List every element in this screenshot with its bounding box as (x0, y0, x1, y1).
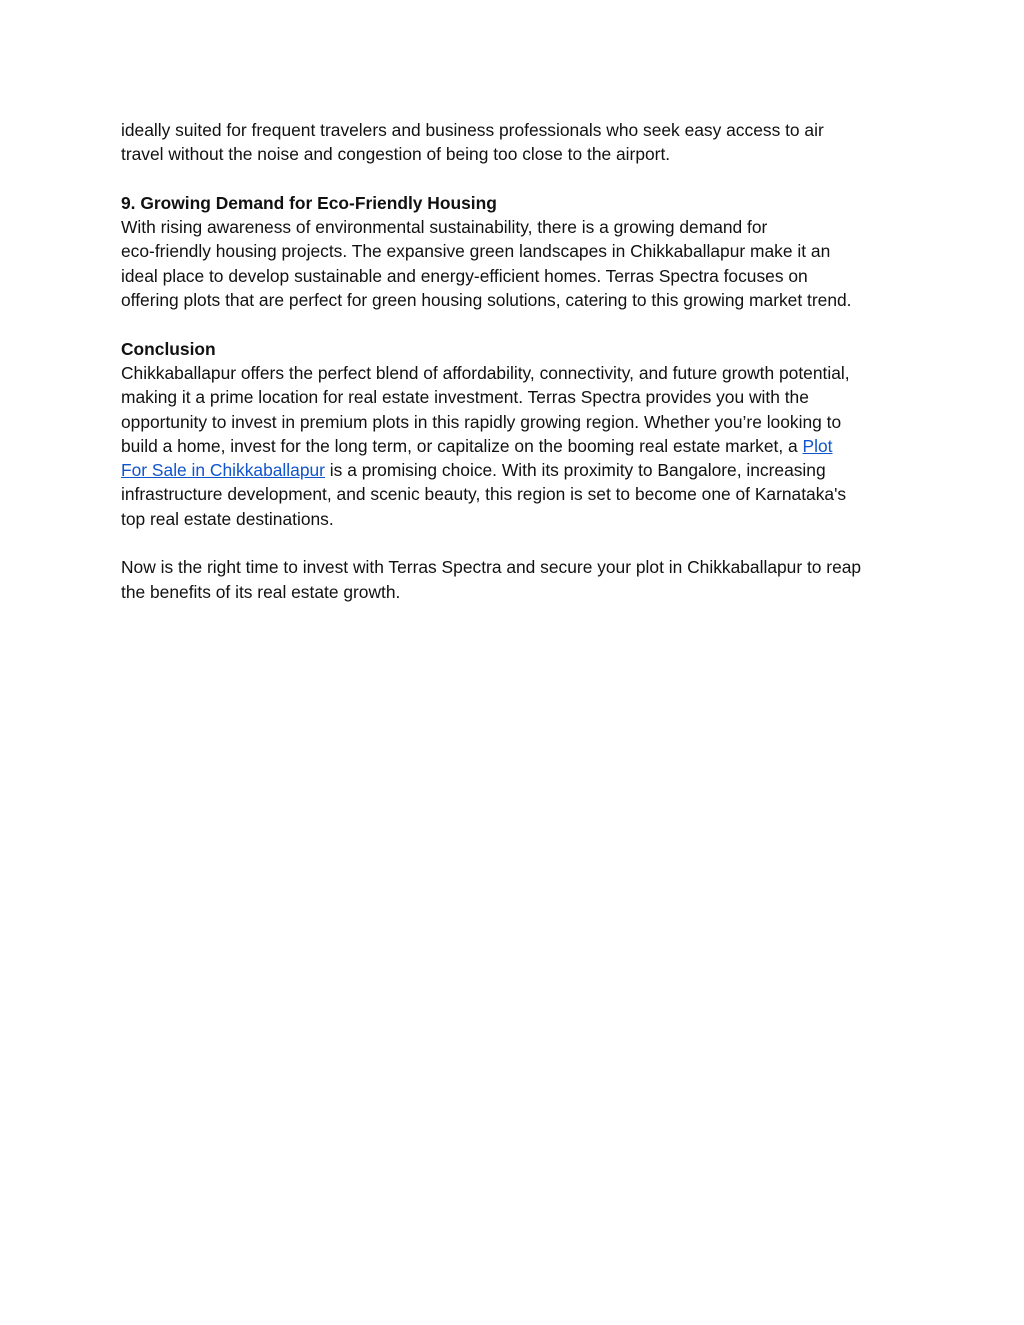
text-line: Chikkaballapur offers the perfect blend of affordability, connectivity, and future growth potential, (121, 362, 850, 383)
text-line: eco-friendly housing projects. The expansive green landscapes in Chikkaballapur make it an (121, 241, 831, 262)
text-line: opportunity to invest in premium plots in this rapidly growing region. Whether you’re looking to (121, 411, 842, 432)
intro-continuation-paragraph (121, 118, 921, 167)
text-line: offering plots that are perfect for green housing solutions, catering to this growing market trend. (121, 290, 852, 311)
conclusion-section (121, 337, 921, 531)
text-line-with-link (121, 434, 921, 458)
text-line-with-link (121, 458, 921, 482)
section-heading: Conclusion (121, 338, 216, 359)
link-following-text: is a promising choice. With its proximity to Bangalore, increasing (324, 460, 826, 481)
link-preceding-text: build a home, invest for the long term, or capitalize on the booming real estate market, a (121, 435, 803, 456)
text-line: With rising awareness of environmental sustainability, there is a growing demand for (121, 217, 768, 238)
text-line: top real estate destinations. (121, 508, 334, 529)
text-line: the benefits of its real estate growth. (121, 581, 401, 602)
document-page (121, 118, 921, 604)
text-line: infrastructure development, and scenic beauty, this region is set to become one of Karnataka's (121, 484, 847, 505)
text-line: making it a prime location for real estate investment. Terras Spectra provides you with the (121, 387, 809, 408)
text-line: ideally suited for frequent travelers and business professionals who seek easy access to air (121, 120, 824, 140)
paragraph-spacer (121, 531, 921, 555)
plot-for-sale-link[interactable]: Plot (802, 435, 833, 456)
text-line: ideal place to develop sustainable and energy-efficient homes. Terras Spectra focuses on (121, 265, 808, 286)
section-heading: 9. Growing Demand for Eco-Friendly Housing (121, 192, 497, 213)
section-9 (121, 191, 921, 312)
plot-for-sale-link-continued[interactable]: For Sale in Chikkaballapur (121, 460, 325, 481)
text-line: Now is the right time to invest with Terras Spectra and secure your plot in Chikkaballapur to reap (121, 557, 862, 578)
paragraph-spacer (121, 167, 921, 191)
paragraph-spacer (121, 312, 921, 336)
text-line: travel without the noise and congestion of being too close to the airport. (121, 144, 671, 165)
closing-paragraph (121, 555, 921, 604)
